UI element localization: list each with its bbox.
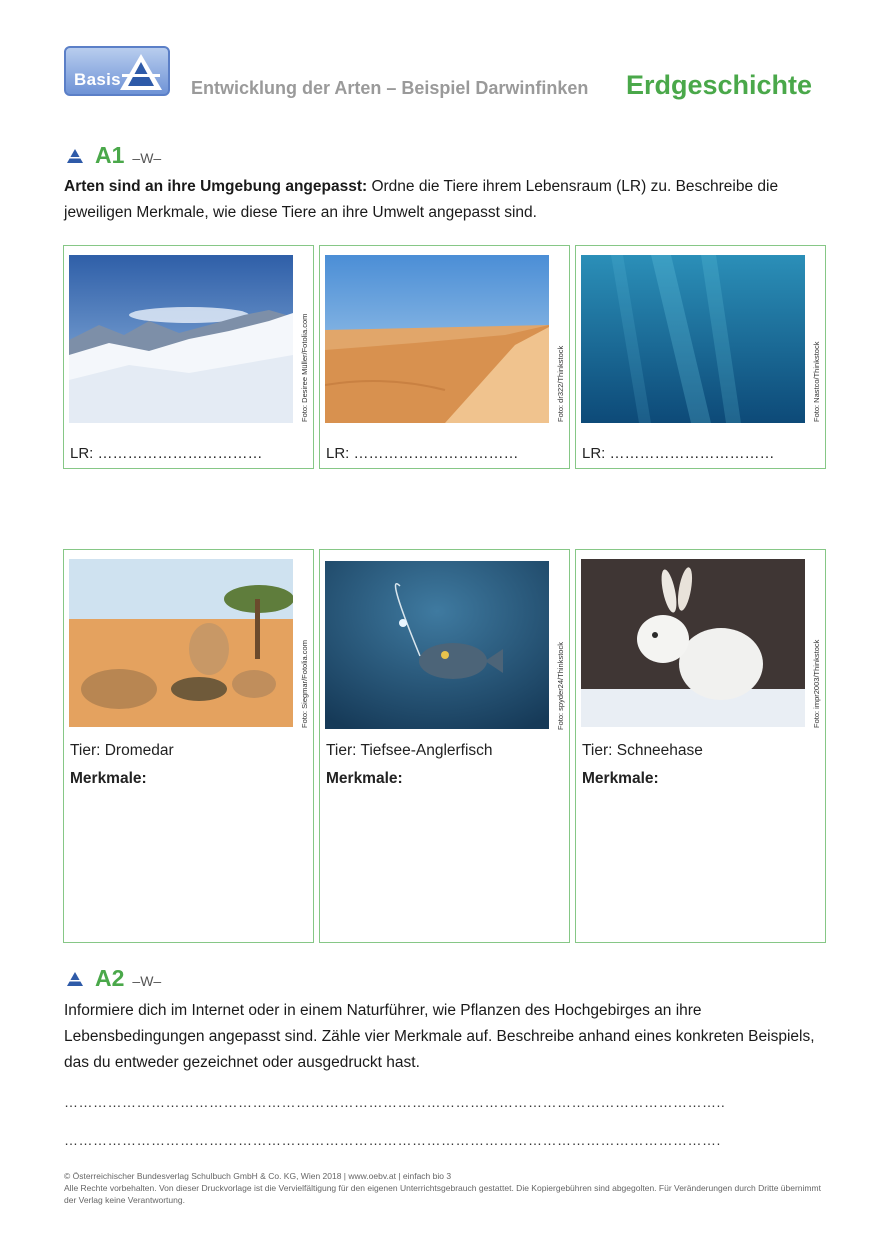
task-level: –W– (132, 973, 162, 989)
topic-title: Erdgeschichte (626, 70, 813, 100)
task-a1-instructions (64, 174, 824, 226)
task-a2-heading (66, 965, 161, 992)
snowy-mountains-image (69, 255, 293, 423)
animal-name: Tier: Schneehase (582, 742, 703, 759)
merkmale-label: Merkmale: (582, 770, 659, 787)
answer-line[interactable]: ……………………………………………………………………………………………………………………….. (64, 1094, 726, 1110)
merkmale-label: Merkmale: (326, 770, 403, 787)
footer-copyright: © Österreichischer Bundesverlag Schulbuch GmbH & Co. KG, Wien 2018 | www.oebv.at | einfach bio 3 (64, 1171, 452, 1181)
footer (64, 1170, 824, 1206)
footer-legal: Alle Rechte vorbehalten. Von dieser Druckvorlage ist die Vervielfältigung für den eigenen Unterrichtsgebrauch gestattet. Die Kopiergebühren sind abgegolten. Für Veränderungen durch Dritte übernimmt der Verlag keine Verantwortung. (64, 1183, 821, 1205)
triangle-logo-icon (118, 52, 164, 92)
dromedaries-image (69, 559, 293, 727)
habitat-card-2 (319, 245, 570, 469)
animal-card-3 (575, 549, 826, 943)
animal-name: Tier: Dromedar (70, 742, 174, 759)
task-level: –W– (132, 150, 162, 166)
desert-dunes-image (325, 255, 549, 423)
habitat-card-3 (575, 245, 826, 469)
snowshoe-hare-image (581, 559, 805, 727)
level-triangle-icon (66, 148, 84, 164)
task-number: A2 (95, 965, 125, 991)
habitat-card-1 (63, 245, 314, 469)
task-a1-lead: Arten sind an ihre Umgebung angepasst: (64, 178, 368, 195)
task-number: A1 (95, 142, 125, 168)
photo-credit: Foto: Siegmar/Fotolia.com (300, 640, 309, 728)
photo-credit: Foto: dr322/Thinkstock (556, 345, 565, 422)
merkmale-label: Merkmale: (70, 770, 147, 787)
photo-credit: Foto: Nastco/Thinkstock (812, 341, 821, 422)
photo-credit: Foto: Desiree Müller/Fotolia.com (300, 313, 309, 422)
anglerfish-image (325, 561, 549, 729)
task-a1-text: Ordne die Tiere ihrem Lebensraum (LR) zu. Beschreibe die jeweiligen Merkmale, wie diese Tiere an ihre Umwelt angepasst sind. (64, 178, 779, 221)
level-triangle-icon (66, 971, 84, 987)
task-a1-heading (66, 142, 161, 169)
lr-answer-field[interactable]: LR: …………………………… (326, 445, 519, 462)
lr-answer-field[interactable]: LR: …………………………… (582, 445, 775, 462)
lr-answer-field[interactable]: LR: …………………………… (70, 445, 263, 462)
task-a2-instructions: Informiere dich im Internet oder in einem Naturführer, wie Pflanzen des Hochgebirges an ihre Lebensbedingungen angepasst sind. Zähle vier Merkmale auf. Beschreibe anhand eines konkreten Beispiels, das du entweder gezeichnet oder ausgedruckt hast. (64, 1002, 815, 1071)
photo-credit: Foto: spyder24/Thinkstock (556, 642, 565, 730)
animal-card-1 (63, 549, 314, 943)
logo-label: Basis (74, 70, 121, 89)
photo-credit: Foto: impr2003/Thinkstock (812, 639, 821, 728)
animal-name: Tier: Tiefsee-Anglerfisch (326, 742, 493, 759)
basis-logo (64, 46, 170, 96)
animal-card-2 (319, 549, 570, 943)
answer-line[interactable]: ………………………………………………………………………………………………………………………. (64, 1132, 721, 1148)
worksheet-subtitle: Entwicklung der Arten – Beispiel Darwinfinken (191, 78, 589, 98)
deep-sea-image (581, 255, 805, 423)
